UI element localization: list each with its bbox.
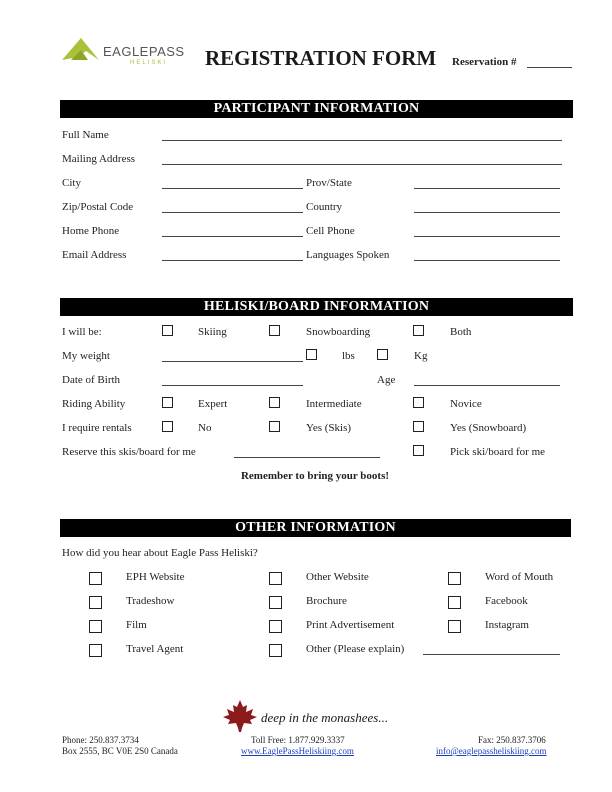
home-phone-label: Home Phone xyxy=(62,225,120,237)
novice-label: Novice xyxy=(450,398,482,410)
reserve-field[interactable] xyxy=(234,447,380,458)
expert-checkbox[interactable] xyxy=(162,397,173,408)
dob-field[interactable] xyxy=(162,375,303,386)
lbs-label: lbs xyxy=(342,350,355,362)
intermediate-checkbox[interactable] xyxy=(269,397,280,408)
rentals-snowboard-checkbox[interactable] xyxy=(413,421,424,432)
reservation-label: Reservation # xyxy=(452,56,517,68)
tagline: deep in the monashees... xyxy=(261,710,389,725)
maple-leaf-icon xyxy=(222,699,258,733)
other-website-label: Other Website xyxy=(306,571,369,583)
languages-field[interactable] xyxy=(414,250,560,261)
page-title: REGISTRATION FORM xyxy=(205,46,437,70)
other-explain-checkbox[interactable] xyxy=(269,644,282,657)
expert-label: Expert xyxy=(198,398,228,410)
tradeshow-checkbox[interactable] xyxy=(89,596,102,609)
website-link[interactable]: www.EaglePassHeliskiing.com xyxy=(241,746,354,756)
eph-website-label: EPH Website xyxy=(126,571,185,583)
logo-sub: HELISKI xyxy=(130,60,168,66)
boots-reminder: Remember to bring your boots! xyxy=(240,470,390,482)
rentals-no-label: No xyxy=(198,422,212,434)
home-phone-field[interactable] xyxy=(162,226,303,237)
tradeshow-label: Tradeshow xyxy=(126,595,175,607)
snowboarding-label: Snowboarding xyxy=(306,326,371,338)
participant-heading: PARTICIPANT INFORMATION xyxy=(60,100,573,118)
brochure-checkbox[interactable] xyxy=(269,596,282,609)
kg-checkbox[interactable] xyxy=(377,349,388,360)
print-ad-label: Print Advertisement xyxy=(306,619,395,631)
pick-checkbox[interactable] xyxy=(413,445,424,456)
word-of-mouth-label: Word of Mouth xyxy=(485,571,554,583)
rentals-skis-checkbox[interactable] xyxy=(269,421,280,432)
other-website-checkbox[interactable] xyxy=(269,572,282,585)
intermediate-label: Intermediate xyxy=(306,398,362,410)
mailing-address-label: Mailing Address xyxy=(62,153,136,165)
full-name-label: Full Name xyxy=(62,129,109,141)
print-ad-checkbox[interactable] xyxy=(269,620,282,633)
facebook-label: Facebook xyxy=(485,595,528,607)
instagram-label: Instagram xyxy=(485,619,529,631)
snowboarding-checkbox[interactable] xyxy=(269,325,280,336)
i-will-be-label: I will be: xyxy=(62,326,102,338)
other-heading: OTHER INFORMATION xyxy=(60,519,571,537)
rentals-snowboard-label: Yes (Snowboard) xyxy=(450,422,527,434)
rentals-label: I require rentals xyxy=(62,422,132,434)
how-heard-question: How did you hear about Eagle Pass Heliski? xyxy=(62,547,258,559)
mailing-address-field[interactable] xyxy=(162,154,562,165)
word-of-mouth-checkbox[interactable] xyxy=(448,572,461,585)
film-checkbox[interactable] xyxy=(89,620,102,633)
weight-label: My weight xyxy=(62,350,110,362)
rentals-skis-label: Yes (Skis) xyxy=(306,422,352,434)
travel-agent-label: Travel Agent xyxy=(126,643,184,655)
rentals-no-checkbox[interactable] xyxy=(162,421,173,432)
other-explain-field[interactable] xyxy=(423,644,560,655)
travel-agent-checkbox[interactable] xyxy=(89,644,102,657)
riding-ability-label: Riding Ability xyxy=(62,398,126,410)
footer-fax: Fax: 250.837.3706 xyxy=(478,735,546,745)
email-link[interactable]: info@eaglepassheliskiing.com xyxy=(436,746,547,756)
logo xyxy=(62,36,187,72)
email-field[interactable] xyxy=(162,250,303,261)
cell-phone-field[interactable] xyxy=(414,226,560,237)
age-label: Age xyxy=(377,374,396,386)
prov-state-label: Prov/State xyxy=(306,177,352,189)
country-label: Country xyxy=(306,201,343,213)
zip-field[interactable] xyxy=(162,202,303,213)
eph-website-checkbox[interactable] xyxy=(89,572,102,585)
facebook-checkbox[interactable] xyxy=(448,596,461,609)
film-label: Film xyxy=(126,619,147,631)
reservation-field[interactable] xyxy=(527,57,572,68)
city-label: City xyxy=(62,177,81,189)
logo-eagle: EAGLE xyxy=(103,44,149,59)
eagle-logo-icon xyxy=(62,36,100,62)
zip-label: Zip/Postal Code xyxy=(62,201,134,213)
footer-address: Box 2555, BC V0E 2S0 Canada xyxy=(62,746,178,756)
brochure-label: Brochure xyxy=(306,595,347,607)
pick-label: Pick ski/board for me xyxy=(450,446,546,458)
skiing-label: Skiing xyxy=(198,326,227,338)
instagram-checkbox[interactable] xyxy=(448,620,461,633)
country-field[interactable] xyxy=(414,202,560,213)
lbs-checkbox[interactable] xyxy=(306,349,317,360)
dob-label: Date of Birth xyxy=(62,374,121,386)
cell-phone-label: Cell Phone xyxy=(306,225,355,237)
kg-label: Kg xyxy=(414,350,428,362)
reserve-label: Reserve this skis/board for me xyxy=(62,446,196,458)
both-checkbox[interactable] xyxy=(413,325,424,336)
heliski-heading: HELISKI/BOARD INFORMATION xyxy=(60,298,573,316)
weight-field[interactable] xyxy=(162,351,303,362)
footer-phone: Phone: 250.837.3734 xyxy=(62,735,139,745)
prov-state-field[interactable] xyxy=(414,178,560,189)
full-name-field[interactable] xyxy=(162,130,562,141)
footer-toll-free: Toll Free: 1.877.929.3337 xyxy=(251,735,345,745)
languages-label: Languages Spoken xyxy=(306,249,390,261)
other-explain-label: Other (Please explain) xyxy=(306,643,405,655)
novice-checkbox[interactable] xyxy=(413,397,424,408)
city-field[interactable] xyxy=(162,178,303,189)
age-field[interactable] xyxy=(414,375,560,386)
logo-pass: PASS xyxy=(148,44,185,59)
both-label: Both xyxy=(450,326,472,338)
skiing-checkbox[interactable] xyxy=(162,325,173,336)
email-label: Email Address xyxy=(62,249,127,261)
